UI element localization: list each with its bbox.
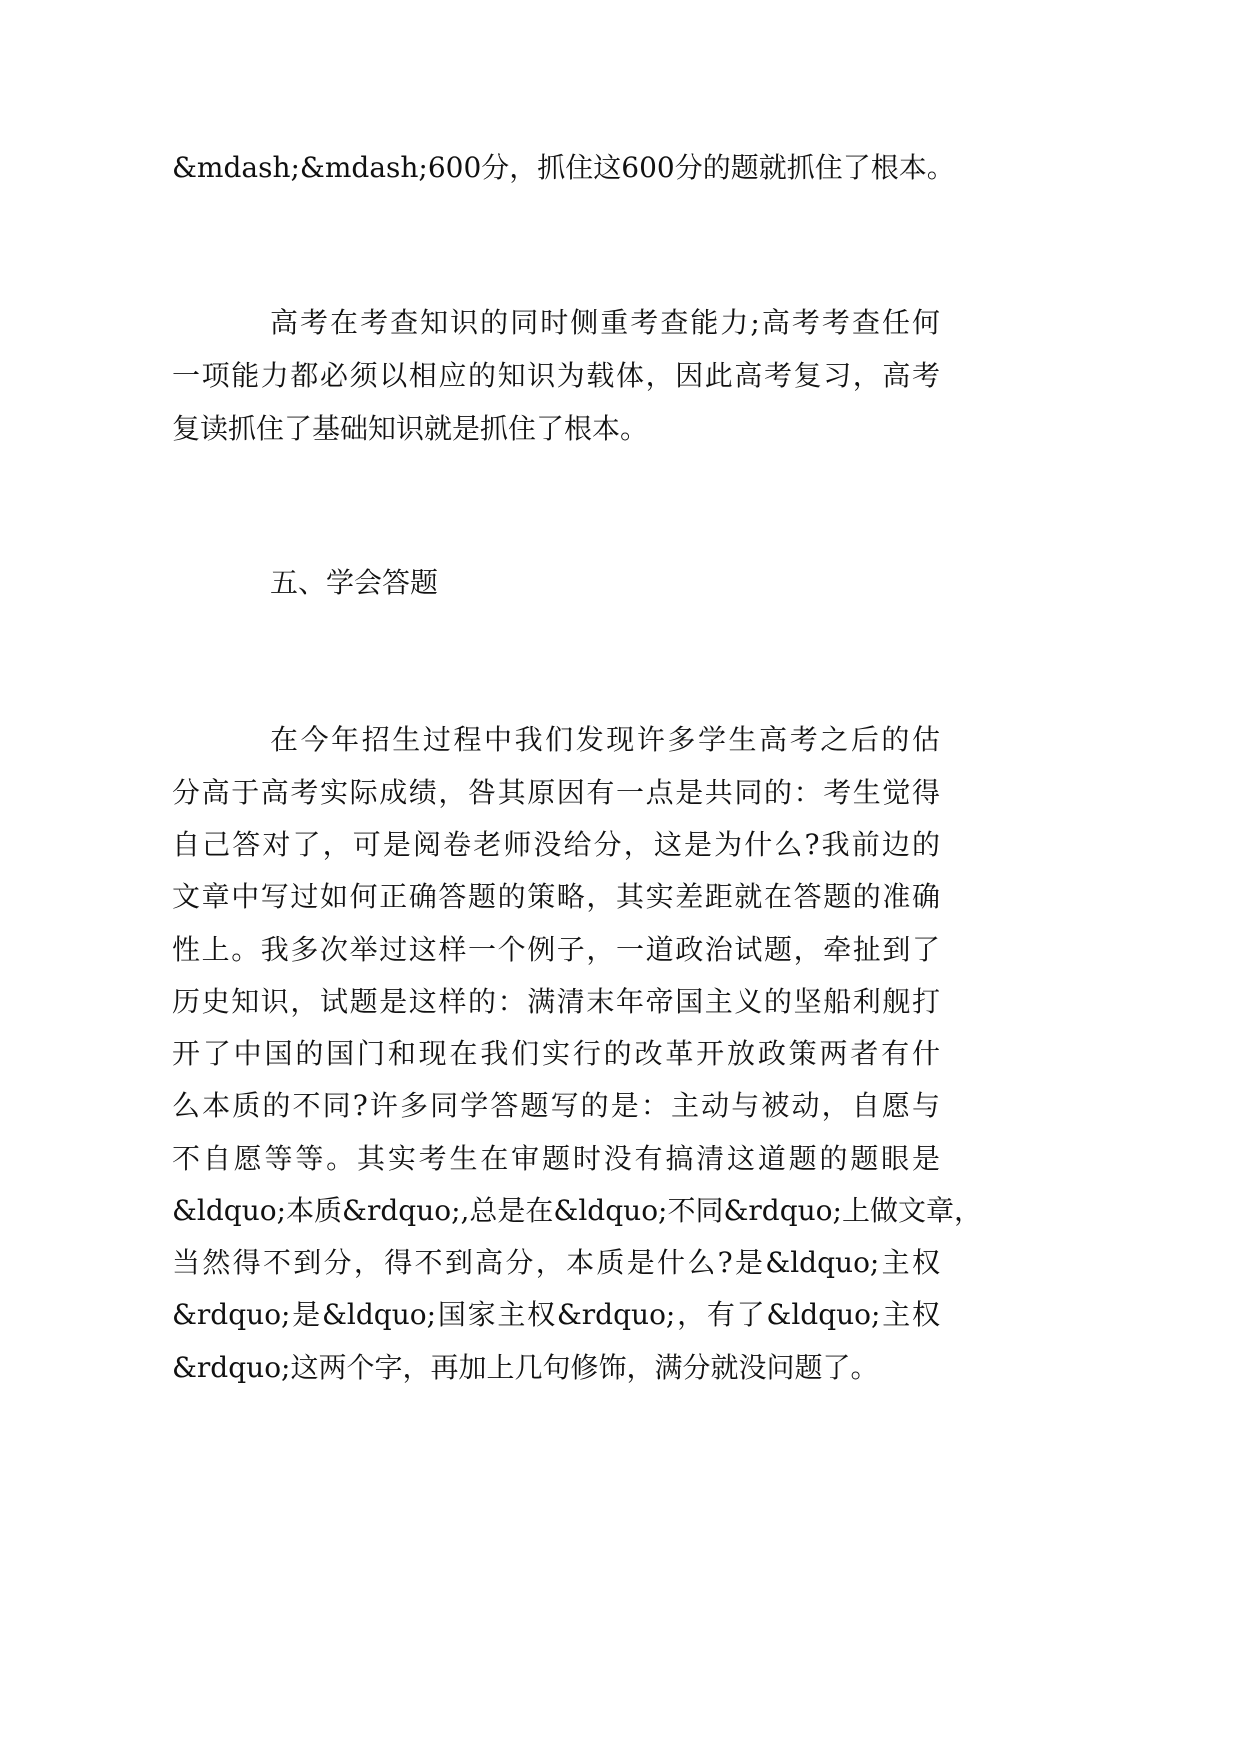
paragraph-line: &rdquo;这两个字，再加上几句修饰，满分就没问题了。 xyxy=(172,1351,879,1384)
paragraph-line: &rdquo;是&ldquo;国家主权&rdquo;，有了&ldquo;主权 xyxy=(172,1298,940,1331)
paragraph-line: 高考在考查知识的同时侧重考查能力;高考考查任何 xyxy=(270,306,940,339)
paragraph-line: 一项能力都必须以相应的知识为载体，因此高考复习，高考 xyxy=(172,359,940,392)
paragraph-line: 么本质的不同?许多同学答题写的是：主动与被动，自愿与 xyxy=(172,1089,940,1122)
paragraph-line: 性上。我多次举过这样一个例子，一道政治试题，牵扯到了 xyxy=(172,933,940,966)
paragraph-line: 自己答对了，可是阅卷老师没给分，这是为什么?我前边的 xyxy=(172,828,940,861)
section-heading: 五、学会答题 xyxy=(270,566,439,599)
paragraph-line: 不自愿等等。其实考生在审题时没有搞清这道题的题眼是 xyxy=(172,1142,940,1175)
paragraph-line: 分高于高考实际成绩，咎其原因有一点是共同的：考生觉得 xyxy=(172,776,940,809)
paragraph-line: 历史知识，试题是这样的：满清末年帝国主义的坚船利舰打 xyxy=(172,985,940,1018)
paragraph-line: 当然得不到分，得不到高分，本质是什么?是&ldquo;主权 xyxy=(172,1246,940,1279)
paragraph-line: &ldquo;本质&rdquo;,总是在&ldquo;不同&rdquo;上做文章， xyxy=(172,1194,982,1227)
paragraph-line: 在今年招生过程中我们发现许多学生高考之后的估 xyxy=(270,723,940,756)
paragraph-line: 复读抓住了基础知识就是抓住了根本。 xyxy=(172,412,649,445)
paragraph-line: 文章中写过如何正确答题的策略，其实差距就在答题的准确 xyxy=(172,880,940,913)
paragraph-line: 开了中国的国门和现在我们实行的改革开放政策两者有什 xyxy=(172,1037,940,1070)
paragraph-line: &mdash;&mdash;600分，抓住这600分的题就抓住了根本。 xyxy=(172,151,955,184)
